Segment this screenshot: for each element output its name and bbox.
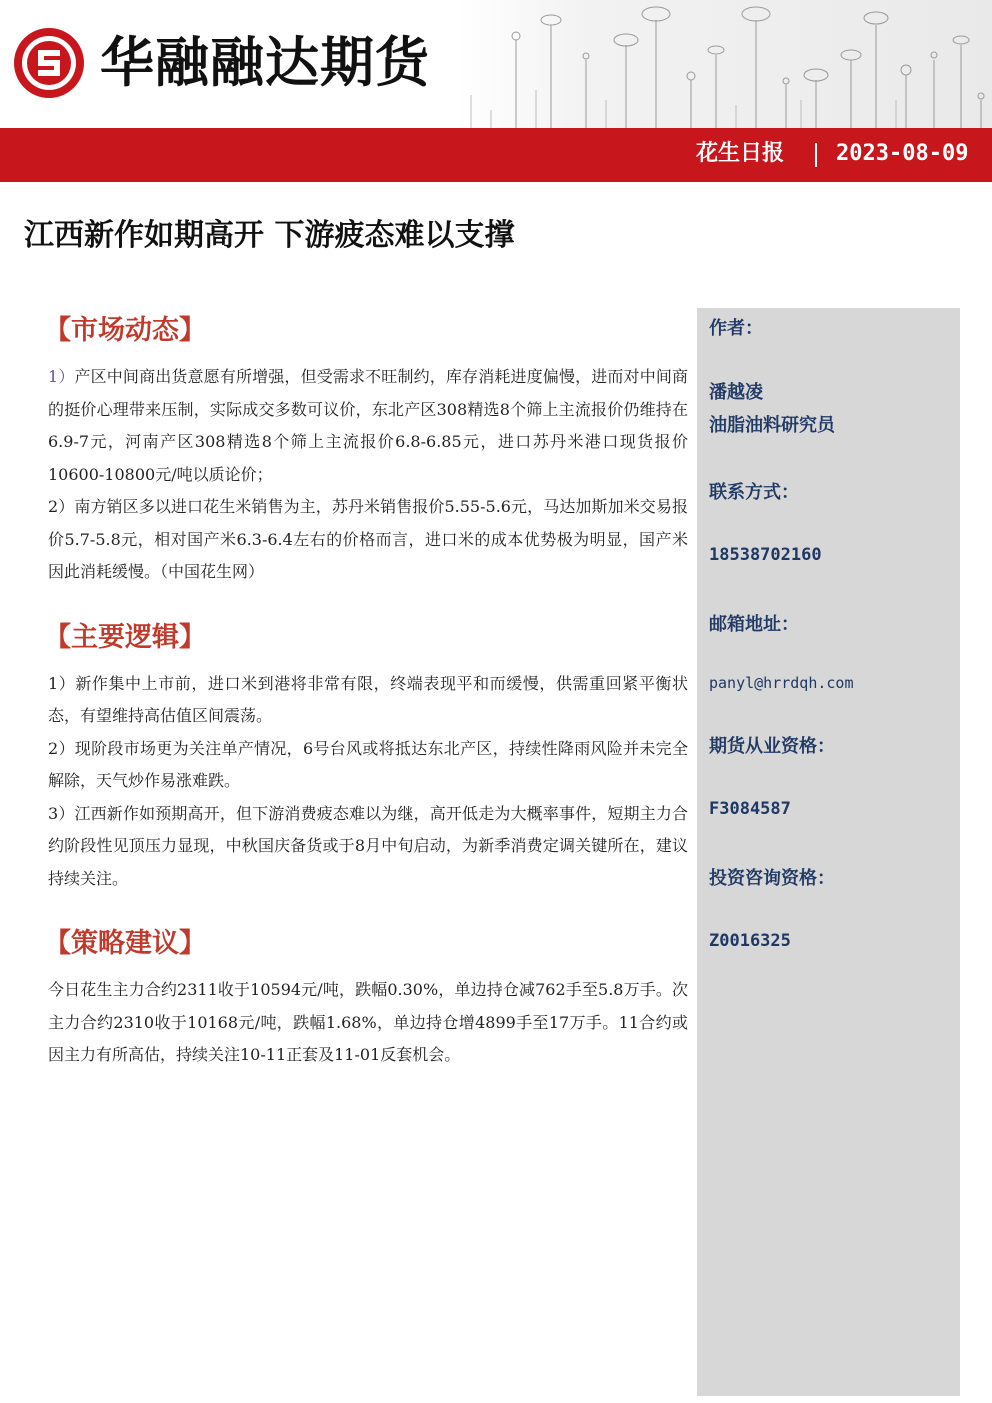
author-title: 油脂油料研究员: [709, 415, 835, 436]
author-name: 潘越凌: [709, 382, 763, 403]
report-date: 2023-08-09: [836, 141, 969, 166]
company-name: 华融融达期货: [100, 31, 430, 94]
contact-phone: 18538702160: [709, 545, 822, 565]
header-divider: [815, 143, 817, 167]
author-sidebar: [697, 308, 960, 1396]
contact-label: 联系方式：: [709, 482, 799, 503]
company-logo-icon: [12, 26, 86, 100]
report-header-bar: [0, 128, 992, 182]
header-decoration: [456, 0, 992, 128]
strategy-paragraph: 今日花生主力合约2311收于10594元/吨，跌幅0.30%，单边持仓减762手至5.8万手。次主力合约2310收于10168元/吨，跌幅1.68%，单边持仓增4899手至17万手。11合约或因主力有所高估，持续关注10-11正套及11-01反套机会。: [48, 980, 688, 1064]
section-heading-market: 【市场动态】: [44, 315, 206, 346]
logic-paragraph-3: 3）江西新作如预期高开，但下游消费疲态难以为继，高开低走为大概率事件，短期主力合约阶段性见顶压力显现，中秋国庆备货或于8月中旬启动，为新季消费定调关键所在，建议持续关注。: [48, 803, 688, 888]
futures-qualification-label: 期货从业资格：: [709, 736, 835, 757]
main-content: [44, 308, 688, 1072]
logic-paragraph-2: 2）现阶段市场更为关注单产情况，6号台风或将抵达东北产区，持续性降雨风险并未完全解除，天气炒作易涨难跌。: [48, 738, 688, 790]
report-title: 江西新作如期高开 下游疲态难以支撑: [24, 218, 515, 253]
report-type: 花生日报: [695, 141, 784, 166]
author-label: 作者：: [709, 318, 763, 339]
email-label: 邮箱地址：: [709, 614, 799, 635]
futures-qualification-id: F3084587: [709, 799, 791, 819]
market-paragraph-1: [48, 361, 688, 491]
section-heading-logic: 【主要逻辑】: [44, 621, 206, 653]
logic-paragraph-1: 1）新作集中上市前，进口米到港将非常有限，终端表现平和而缓慢，供需重回紧平衡状态，有望维持高估值区间震荡。: [48, 673, 688, 725]
advisory-qualification-label: 投资咨询资格：: [709, 868, 835, 889]
advisory-qualification-id: Z0016325: [709, 931, 791, 951]
market-paragraph-1-text: 产区中间商出货意愿有所增强，但受需求不旺制约，库存消耗进度偏慢，进而对中间商的挺价心理带来压制，实际成交多数可议价，东北产区308精选8个筛上主流报价仍维持在6.9-7元，河南产区308精选8个筛上主流报价6.8-6.85元，进口苏丹米港口现货报价10600-10800元/吨以质论价；: [48, 367, 688, 484]
section-heading-strategy: 【策略建议】: [44, 928, 206, 959]
email-address[interactable]: panyl@hrrdqh.com: [709, 674, 854, 692]
market-paragraph-2: 2）南方销区多以进口花生米销售为主，苏丹米销售报价5.55-5.6元，马达加斯加米交易报价5.7-5.8元，相对国产米6.3-6.4左右的价格而言，进口米的成本优势极为明显，国产米因此消耗缓慢。（中国花生网）: [48, 497, 688, 581]
market-paragraph-1-number: 1）: [48, 367, 75, 386]
